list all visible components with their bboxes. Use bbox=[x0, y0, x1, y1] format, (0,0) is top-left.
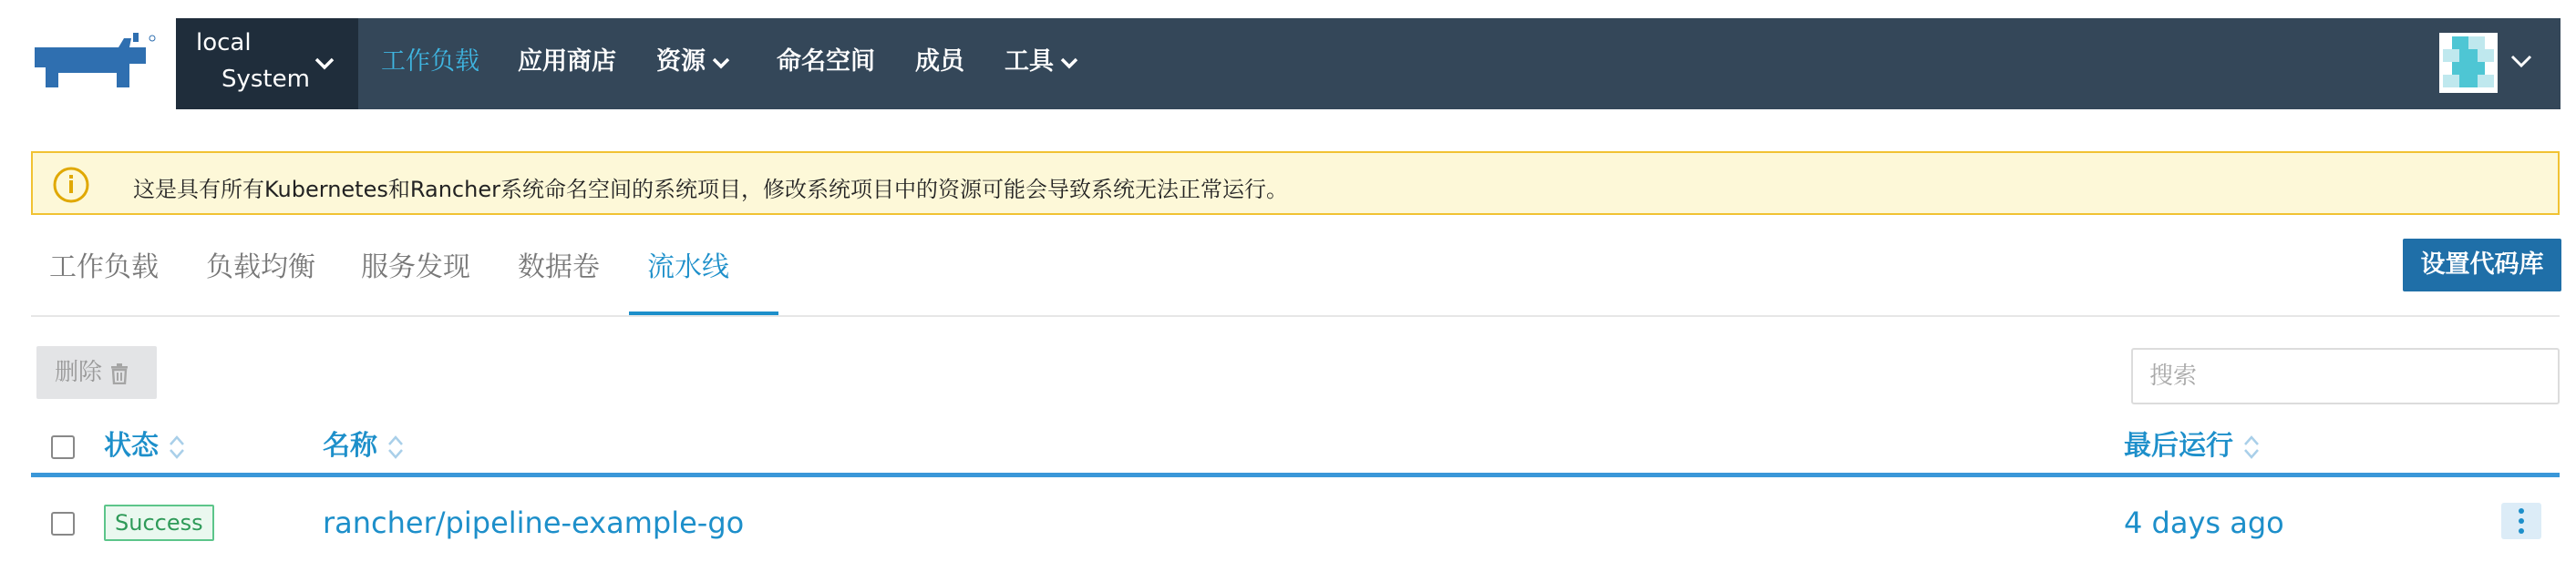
tab-workloads[interactable]: 工作负载 bbox=[49, 251, 159, 283]
info-icon bbox=[51, 165, 91, 205]
tab-pipelines[interactable]: 流水线 bbox=[647, 251, 729, 283]
cluster-project-switcher[interactable] bbox=[176, 18, 358, 109]
column-header-state[interactable] bbox=[104, 426, 186, 466]
setup-repository-button[interactable]: 设置代码库 bbox=[2403, 239, 2561, 291]
sort-icon bbox=[386, 433, 405, 462]
column-name-label: 名称 bbox=[323, 430, 377, 462]
table-header bbox=[31, 417, 2560, 477]
user-avatar[interactable] bbox=[2439, 33, 2498, 93]
nav-tools-label: 工具 bbox=[1005, 47, 1054, 76]
chevron-down-icon bbox=[711, 56, 731, 70]
resource-tabs bbox=[31, 230, 2560, 317]
nav-members[interactable]: 成员 bbox=[915, 47, 964, 76]
column-state-label: 状态 bbox=[104, 430, 159, 462]
column-last-run-label: 最后运行 bbox=[2124, 430, 2233, 462]
tab-service-discovery[interactable]: 服务发现 bbox=[361, 251, 470, 283]
chevron-down-icon[interactable] bbox=[2509, 51, 2534, 71]
tab-volumes[interactable]: 数据卷 bbox=[518, 251, 600, 283]
nav-tools[interactable] bbox=[1005, 44, 1079, 80]
sort-icon bbox=[168, 433, 186, 462]
last-run-link[interactable]: 4 days ago bbox=[2124, 506, 2284, 540]
cluster-name: local bbox=[196, 29, 252, 56]
project-name: System bbox=[222, 66, 310, 93]
tab-load-balancing[interactable]: 负载均衡 bbox=[206, 251, 315, 283]
column-header-last-run[interactable] bbox=[2124, 426, 2261, 466]
table-row bbox=[31, 483, 2560, 565]
row-actions-menu-button[interactable] bbox=[2501, 503, 2541, 539]
top-header bbox=[0, 0, 2576, 109]
chevron-down-icon bbox=[1059, 56, 1079, 70]
kebab-dot bbox=[2519, 508, 2524, 514]
nav-app-store[interactable]: 应用商店 bbox=[518, 47, 616, 76]
kebab-dot bbox=[2519, 518, 2524, 524]
select-all-checkbox[interactable] bbox=[51, 435, 75, 459]
column-header-name[interactable] bbox=[323, 426, 405, 466]
row-checkbox[interactable] bbox=[51, 512, 75, 536]
active-tab-indicator bbox=[629, 312, 778, 315]
rancher-logo-icon[interactable] bbox=[31, 31, 159, 97]
warning-message: 这是具有所有Kubernetes和Rancher系统命名空间的系统项目，修改系统项目中的资源可能会导致系统无法正常运行。 bbox=[133, 177, 1288, 202]
search-input[interactable] bbox=[2131, 348, 2560, 404]
nav-resources-label: 资源 bbox=[656, 47, 706, 76]
nav-resources[interactable] bbox=[656, 44, 731, 80]
chevron-down-icon bbox=[313, 55, 336, 73]
nav-namespaces[interactable]: 命名空间 bbox=[777, 47, 875, 76]
pipeline-name-link[interactable]: rancher/pipeline-example-go bbox=[323, 506, 745, 540]
kebab-dot bbox=[2519, 528, 2524, 534]
trash-icon bbox=[109, 363, 129, 384]
delete-button-label: 删除 bbox=[55, 359, 103, 386]
delete-button[interactable] bbox=[36, 346, 157, 399]
system-project-warning-banner bbox=[31, 151, 2560, 215]
sort-icon bbox=[2242, 433, 2261, 462]
status-badge: Success bbox=[104, 505, 214, 541]
nav-workloads[interactable]: 工作负载 bbox=[381, 47, 479, 76]
